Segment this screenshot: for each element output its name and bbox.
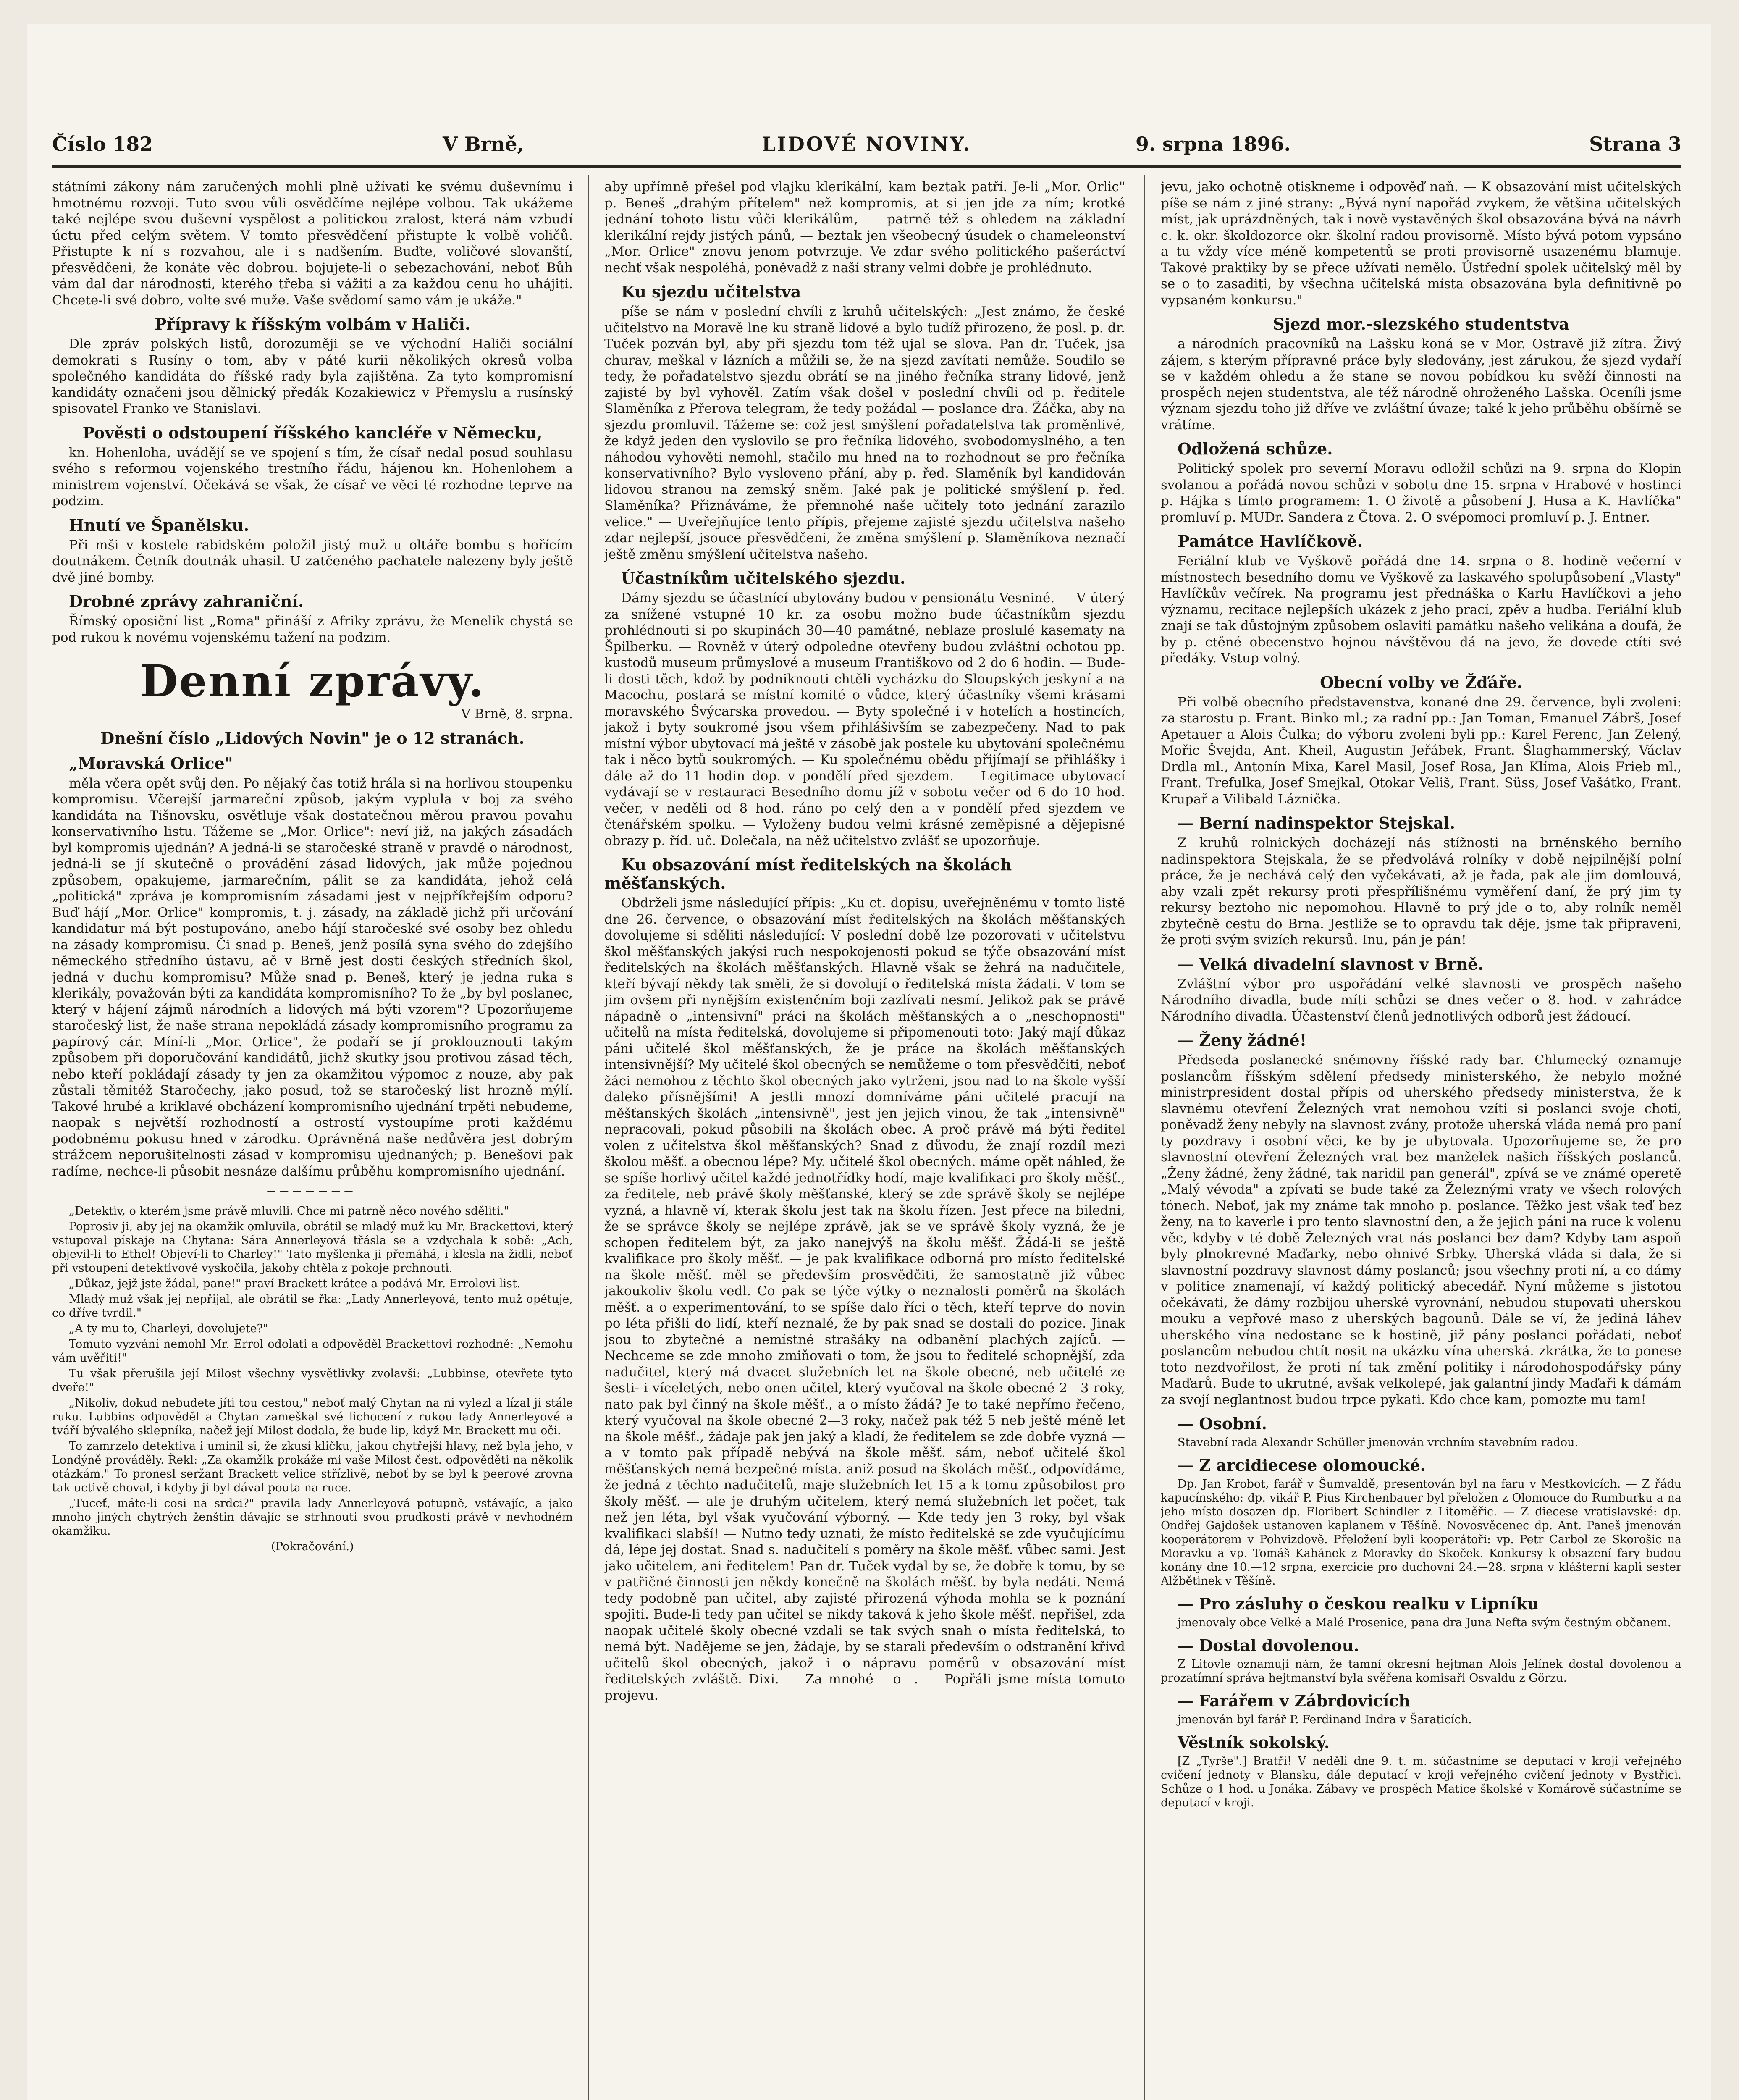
article-heading: — Farářem v Zábrdovicích — [1178, 1691, 1411, 1710]
column-2 — [604, 179, 1125, 2100]
article-text: Zvláštní výbor pro uspořádání velké slavnosti ve prospěch našeho Národního divadla, bude míti schůzi se dnes večer o 8. hod. v zahrádce Národního divadla. Účastenství členů jednotlivých odborů jest žádoucí. — [1161, 976, 1681, 1024]
page-number: Strana 3 — [1589, 133, 1681, 155]
article-heading: Pověsti o odstoupení říšského kancléře v Německu, — [82, 423, 543, 442]
issue-date: 9. srpna 1896. — [1136, 133, 1291, 155]
feuilleton-text: „Nikoliv, dokud nebudete jíti tou cestou," neboť malý Chytan na ni vylezl a lízal ji stále ruku. Lubbins odpověděl a Chytan zameškal své lichocení z rukou lady Annerleyové a tváří bývalého sklepníka, načež její Milost dodala, že bude lip, když Mr. Brackett mu oči. — [52, 1396, 573, 1437]
article-text: Při mši v kostele rabidském položil jistý muž u oltáře bombu s hořícím doutnákem. Četník doutnák uhasil. U zatčeného pachatele nalezeny byly ještě dvě jiné bomby. — [52, 537, 573, 585]
article-text: Obdrželi jsme následující přípis: „Ku ct. dopisu, uveřejněnému v tomto listě dne 26. července, o obsazování míst ředitelských na školách měšťanských dovolujeme si sděliti následující: V poslední době lze pozorovati v učitelstvu škol měšťanských jakýsi ruch nespokojenosti pokud se týče obsazování míst ředitelských na školách měšťanských. Hlavně však se žehrá na nadučitele, kteří bývají někdy tak směli, že si dovolují o ředitelská místa žádati. V tom se jim ovšem při nynějším existenčním boji zazlívati nesmí. Jelikož pak se právě nápadně o „intensivní" práci na školách měšťanských a o „neschopnosti" učitelů na místa ředitelská, dovolujeme si připomenouti toto: Jaký mají důkaz páni učitelé škol měšťanských, že je práce na školách měšťanských intensivnější? My učitelé škol obecných se nemůžeme o tom přesvědčiti, neboť žáci nemohou z těchto škol obecných jako vytrženi, jsou nad to na škole vyšší daleko přísnějšími! A jestli mnozí domníváme páni učitelé pracují na měšťanských školách „intensivně", jest jen jejich vinou, že tak „intensivně" nepracovali, pokud působili na školách obec. A proč právě má býti ředitel volen z učitelstva škol měšťanských? Snad z důvodu, že znají rozdíl mezi školou měšť. a obecnou lépe? My. učitelé škol obecných. máme opět náhled, že se spíše horlivý učitel každé jednotřídky hodí, maje kvalifikaci pro školy měšť., za ředitele, neb právě školy měšťanské, který se zde správě školy se nejlépe vyzná, a hlavně ví, kterak školu jest tak na školu řízen. Jest přece na biledni, že se správce školy se nejlépe zprávě, jak se ve správě školy vyzná, že je schopen ředitelem být, za jako nanejvýš na školu měšť. Žádá-li se ještě kvalifikace pro školy měšť. — je pak kvalifikace odborná pro místo ředitelské na škole měšť. měl se především prosvědčiti, že samostatně již vůbec jakoukoliv školu vedl. Co pak se týče výtky o neznalosti poměrů na školách měšť. a o experimentování, to se spíše dalo říci o těch, kteří teprve do novin po léta přišli do lidí, kteří neznalé, že by pak snad se dostali do pozice. Jinak jsou to zbytečné a nemístné strašáky na odbanění plachých zajíců. — Nechceme se zde mnoho zmiňovati o tom, že jsou to ředitelé schopnější, zda nadučitel, který má dvacet služebních let na škole obecné, neb učitelé ze šesti- i víceletých, nebo onen učitel, který vyučoval na škole obecné 2—3 roky, nato pak byl činný na škole měšť., a o místo žádá? Je to také nepřímo řečeno, který vyučoval na škole obecné 2—3 roky, načež pak též 5 neb ještě méně let na škole měšť., žádaje pak jen jaký a kladí, že ředitelem se zde dobře vyzná — a v tomto pak případě nebývá na škole měšť. sám, neboť učitelé škol měšťanských nemá bezpečné místa. aniž posud na školách měšť., odpovídáme, že jedná z těchto nadučitelů, maje služebních let 15 a k tomu způsobilost pro školy měšť. — ale je druhým učitelem, který nemá služebních let počet, tak než jen léta, byl však vyučování výborný. — Kde tedy jen 3 roky, byl však kvalifikaci slabší! — Nutno tedy uznati, že místo ředitelské se zde vyučujícímu dá, lépe jej dostat. Snad s. nadučitelí s poměry na škole měšť. vůbec sami. Jest jako učitelem, ani ředitelem! Pan dr. Tuček vydal by se, že dobře k tomu, by se v patřičné činnosti jen někdy konečně na školách měšť. by byla nedáti. Nemá tedy podobně pan učitel, aby zajisté přirozená výhoda mohla se k poznání spojiti. Bude-li tedy pan učitel se nikdy taková k jeho škole měšť. nepřišel, zda naopak učitelé školy obecné vzdali se tak svých snah o místa ředitelská, to nemá být. Nadějeme se jen, žádaje, by se starali především o odstranění křivd učitelů škol obecných, jakož i o nápravu poměrů v obsazování míst ředitelských zvláště. Dixi. — Za mnohé —o—. — Popřáli jsme místa tomuto projevu. — [604, 895, 1125, 1703]
short-news — [1161, 1415, 1681, 1810]
article-text: Politický spolek pro severní Moravu odložil schůzi na 9. srpna do Klopin svolanou a pořádá novou schůzi v sobotu dne 15. srpna v Hrabové v hostinci p. Hájka s tímto programem: 1. O životě a působení J. Husa a K. Havlíčka" promluví p. MUDr. Sandera z Čtova. 2. O svépomoci promluví p. J. Entner. — [1161, 461, 1681, 525]
issue-place: V Brně, — [443, 133, 524, 155]
column-divider — [1144, 175, 1145, 2100]
article-text: Při volbě obecního představenstva, konané dne 29. července, byli zvoleni: za starostu p. Frant. Binko ml.; za radní pp.: Jan Toman, Emanuel Zábrš, Josef Apetauer a Alois Čulka; do výboru zvoleni byli pp.: Karel Ferenc, Jan Zelený, Mořic Švejda, Ant. Kheil, Augustin Jeřábek, Frant. Šlaghammerský, Václav Drdla ml., Antonín Mixa, Karel Masil, Josef Rosa, Jan Klíma, Alois Frieb ml., Frant. Trefulka, Josef Smejkal, Otokar Veliš, Frant. Süss, Josef Vašátko, Frant. Krupař a Vilibald Láznička. — [1161, 694, 1681, 807]
feuilleton-text: Mladý muž však jej nepřijal, ale obrátil se řka: „Lady Annerleyová, tento muž opětuje, co dříve tvrdil." — [52, 1292, 573, 1320]
article-heading: Věstník sokolský. — [1178, 1733, 1330, 1752]
feuilleton-text: „Tuceť, máte-li cosi na srdci?" pravila lady Annerleyová potupně, vstávajíc, a jako mnoho jiných chytrých ženštin dávajíc se strhnouti svou prudkostí právě v nevhodném okamžiku. — [52, 1496, 573, 1538]
issue-number: Číslo 182 — [52, 133, 153, 155]
article-text: Dle zpráv polských listů, dorozuměji se ve východní Haliči sociální demokrati s Rusíny o tom, aby v páté kurii několikých okresů volba společného kandidáta do říšské rady byla zajištěna. Za tyto kompromisní kandidáty označeni jsou dělnický předák Kozakiewicz v Přemyslu a rusínský spisovatel Franko ve Stanislavi. — [52, 336, 573, 416]
article-heading: Účastníkům učitelského sjezdu. — [621, 569, 906, 588]
article-text: Z kruhů rolnických docházejí nás stížnosti na brněnského berního nadinspektora Stejskala, že se předvolává rolníky v době nejpilnější polní práce, že je nechává celý den vyčekávati, až je řada, pak ale jim domlouvá, aby vzali zpět rekursy proti přespřílišnému vyměření daní, že prý jim ty rekursy beztoho nic nepomohou. Hlavně to prý jde o to, aby rolník neměl zbytečně cestu do Brna. Jestliže se to opravdu tak děje, jsme tak připraveni, že proti svým svizích rekursů. Inu, pán je pán! — [1161, 835, 1681, 948]
article-heading: Odložená schůze. — [1178, 439, 1333, 458]
article-text: jmenován byl farář P. Ferdinand Indra v Šaraticích. — [1178, 1713, 1472, 1726]
feuilleton-text: „Detektiv, o kterém jsme právě mluvili. Chce mi patrně něco nového sděliti." — [69, 1204, 509, 1218]
article-text: státními zákony nám zaručených mohli plně užívati ke svému duševnímu i hmotnému rozvoji. Tuto svou vůli osvědčíme nejlépe volbou. Tak ukážeme také nejlépe svou duševní vyspělost a politickou zralost, která nám vzbudí úctu před celým světem. V tomto přesvědčení přistupte k volbě voličů. Přistupte k ní s rozvahou, ale i s nadšením. Buďte, voličové slovanští, přesvědčeni, že konáte věc dobrou. bojujete-li o sebezachování, neboť Bůh vám dal dar národnosti, kterého třeba si vážiti a za každou cenu ho uhájiti. Chcete-li své dobro, volte své muže. Vaše svědomí samo vám je ukáže." — [52, 179, 573, 308]
article-heading: — Dostal dovolenou. — [1178, 1636, 1359, 1655]
header-rule — [52, 165, 1681, 168]
newspaper-page — [27, 24, 1711, 2100]
page-header — [52, 133, 1681, 166]
article-text: Z Litovle oznamují nám, že tamní okresní hejtman Alois Jelínek dostal dovolenou a prozatímní správa hejtmanství byla svěřena komisaři Osvaldu z Görzu. — [1161, 1658, 1681, 1685]
article-text: Feriální klub ve Vyškově pořádá dne 14. srpna o 8. hodině večerní v místnostech besedního domu ve Vyškově za laskavého spolupůsobení „Vlasty" Havlíčkův večírek. Na programu jest přednáška o Karlu Havlíčkovi a jeho významu, recitace nejlepších ukázek z jeho prací, zpěv a hudba. Feriální klub znají se tak důstojným způsobem oslaviti památku našeho velikána a doufá, že by p. ctěné obecenstvo hojnou návštěvou dá na jevo, že dovede ctíti své předáky. Vstup volný. — [1161, 554, 1681, 666]
article-heading: — Velká divadelní slavnost v Brně. — [1178, 954, 1484, 974]
article-text: Římský oposiční list „Roma" přináší z Afriky zprávu, že Menelik chystá se pod rukou k novému vojenskému tažení na podzim. — [52, 614, 573, 645]
column-divider — [588, 175, 589, 2100]
feuilleton-text: Poprosiv ji, aby jej na okamžik omluvila, obrátil se mladý muž ku Mr. Brackettovi, který vstupoval pískaje na Chytana: Sára Annerleyová třásla se a vzdychala k sobě: „Ach, objevil-li to Ethel! Objeví-li to Charley!" Tato myšlenka ji přemáhá, i klesla na židli, neboť při vstoupení detektivově vyskočila, jakoby chtěla z pokoje prchnouti. — [52, 1220, 573, 1275]
article-text: [Z „Tyrše".] Bratři! V neděli dne 9. t. m. súčastníme se deputací v kroji veřejného cvičení jednoty v Blansku, dále deputací v kroji veřejného cvičení jednoty v Bystřici. Schůze o 1 hod. u Jonáka. Zábavy ve prospěch Matice školské v Komárově súčastníme se deputací v kroji. — [1161, 1755, 1681, 1809]
feuilleton-text: To zamrzelo detektiva i umínil si, že zkusí kličku, jakou chytřejší hlavy, než byla jeho, v Londýně prováděly. Řekl: „Za okamžik prokáže mi vaše Milost čest. odpověděti na několik otázkám." To pronesl seržant Brackett velice střízlivě, neboť by se byl k peerové zrovna tak uctivě choval, i kdyby ji byl dával pouta na ruce. — [52, 1439, 573, 1494]
feuilleton-text: „A ty mu to, Charleyi, dovolujete?" — [69, 1322, 268, 1335]
feuilleton — [52, 1204, 573, 1554]
article-text: Stavební rada Alexandr Schüller jmenován vrchním stavebním radou. — [1178, 1436, 1579, 1449]
article-text: Dámy sjezdu se účastnící ubytovány budou v pensionátu Vesniné. — V úterý za snížené vstupné 10 kr. za osobu možno bude účastníkům sjezdu prohlédnouti si po skupinách 30—40 památné, neblaze proslulé kasematy na Špilberku. — Rovněž v úterý odpoledne otevřeny budou zvláštní ochotou pp. kustodů museum průmyslové a museum Františkovo od 2 do 6 hodin. — Bude-li dosti těch, kdož by podniknouti chtěli vycházku do Sloupských jeskyní a na Macochu, postará se místní komité o vůdce, který účastníky všemi krásami moravského Švýcarska provedou. — Byty společné i v hotelích a hostincích, jakož i byty soukromé jsou všem přihlášivším se zabezpečeny. Nad to pak místní výbor ubytovací má ještě v zásobě jak postele ku ubytování společnému tak i něco bytů soukromých. — Ku společnému obědu přijímají se přihlášky i dále až do 11 hodin dop. v pondělí před sjezdem. — Legitimace ubytovací vydávají se v restauraci Besedního domu jíž v sobotu večer od 6 do 10 hod. večer, v neděli od 8 hod. ráno po celý den a v pondělí před sjezdem ve čtenářském spolku. — Vyloženy budou velmi krásné zeměpisné a dějepisné obrazy p. říd. uč. Dolečala, na něž učitelstvo zvlášť se upozorňuje. — [604, 591, 1125, 848]
article-text: píše se nám v poslední chvíli z kruhů učitelských: „Jest známo, že české učitelstvo na Moravě lne ku straně lidové a bylo tudíž přirozeno, že posl. p. dr. Tuček pozván byl, aby při sjezdu tom též ujal se slova. Pan dr. Tuček, jsa churav, meškal v lázních a můžili se, že na sjezd zavítati nemůže. Soudilo se tedy, že pořadatelstvo sjezdu obrátí se na jiného řečníka strany lidové, jenž zajisté by byl vyhověl. Zatím však došel v poslední chvíli od p. ředitele Slaměníka z Přerova telegram, že tedy požádal — poslance dra. Žáčka, aby na sjezdu promluvil. Tážeme se: což jest smýšlení pořadatelstva tak proměnlivé, že když jeden den vyslovilo se pro řečníka lidového, svobodomyslného, a ten náhodou vyhověti nemohl, stačilo mu hned na to rozhodnout se pro řečníka konservativního? Bylo vysloveno přání, aby p. řed. Slaměník byl kandidován lidovou stranou na zemský sněm. Jaké pak je politické smýšlení p. řed. Slaměníka? Přiznáváme, že přemnohé naše učitely toto jednání zarazilo velice." — Uveřejňujíce tento přípis, přejeme zajisté sjezdu učitelstva našeho zdar nejlepší, jsouce přesvědčeni, že změna smýšlení p. Slaměníkova neznačí ještě změnu smýšlení učitelstva našeho. — [604, 304, 1125, 562]
feuilleton-text: Tomuto vyzvání nemohl Mr. Errol odolati a odpověděl Brackettovi rozhodně: „Nemohu vám uvěřiti!" — [52, 1337, 573, 1365]
article-heading: Dnešní číslo „Lidových Novin" je o 12 stranách. — [100, 728, 525, 748]
article-heading: Hnutí ve Španělsku. — [69, 515, 249, 535]
article-text: jevu, jako ochotně otiskneme i odpověď naň. — K obsazování míst učitelských píše se nám z jiné strany: „Bývá nyní napořád zvykem, že většina učitelských míst, jak uprázdněných, tak i nově vystavěných škol obsazována bývá na návrh c. k. okr. školdozorce okr. školní radou provisorně. Místo bývá potom vypsáno a tu vždy více méně kompetentů se proti provisorně usazenému blamuje. Takové praktiky by se přece užívati nemělo. Ústřední spolek učitelský měl by se o to zasaditi, by všechna učitelská místa obsazována byla definitivně po vypsaném konkursu." — [1161, 179, 1681, 308]
article-heading: — Osobní. — [1178, 1414, 1267, 1433]
feuilleton-text: „Důkaz, jejž jste žádal, pane!" praví Brackett krátce a podává Mr. Errolovi list. — [69, 1277, 521, 1290]
article-heading: Sjezd mor.-slezského studentstva — [1273, 315, 1569, 333]
article-text: Předseda poslanecké sněmovny říšské rady bar. Chlumecký oznamuje poslancům říšským sdělení předsedy ministerského, že nebylo možné ministrpresident dostal přípis od uherského předsedy ministerstva, že k slavnému otevření Železných vrat nemohou vzíti si poslanci svoje choti, poněvadž ženy nebyly na slavnost zvány, protože uherská vláda nemá pro paní ty pozdravy i osobní věci, ke by je ubytovala. Upozorňujeme se, že pro slavnostní otevření Železných vrat bez manželek našich říšských poslanců. „Ženy žádné, ženy žádné, tak naridil pan generál", zpívá se ve známé operetě „Malý vévoda" a zpívati se bude také za Železnými vraty ve všech rolových tónech. Neboť, jak my známe tak mnoho p. poslance. Těžko jest však teď bez ženy, na to kaverle i pro tento slavnostní den, a že jejich páni na ruce k volenu věc, kdyby v té době Železných vrat nás poslanci bez dam? Kdyby tam aspoň byly plnokrevné Maďarky, nebo ohnivé Srbky. Uherská vláda si dala, že si slavnostní pozdravy slavnost dámy poslanců; jsou všechny proti ní, a co dámy v politice znamenají, ví každý politický abecedář. Nyní můžeme s jistotou očekávati, že dámy rozbijou uherské vyrovnání, nebudou stupovati uherskou mouku a vepřové maso z uherských bagounů. Dále se ví, že jediná láhev uherského vína nedostane se k hostině, již pány poslanci pořádati, neboť poslancům nebudou chtít nosit na ukázku vína uherská. zkrátka, že to ponese toto nezdvořilost, že proti ní tak změní politiky i národohospodářsky pány Maďarů. Bude to ukrutné, avšak velkolepé, jak galantní jindy Maďaři k dámám za svojí neglantnost budou trpce pykati. Kdo chce kam, pomozte mu tam! — [1161, 1053, 1681, 1407]
article-heading: Památce Havlíčkově. — [1178, 532, 1363, 551]
article-heading: — Berní nadinspektor Stejskal. — [1178, 814, 1456, 832]
masthead-title: LIDOVÉ NOVINY. — [762, 133, 972, 155]
article-heading: — Z arcidiecese olomoucké. — [1178, 1456, 1426, 1475]
article-text: měla včera opět svůj den. Po nějaký čas totiž hrála si na horlivou stoupenku kompromisu. Včerejší jarmareční způsob, jakým vyplula v boj za svého kandidáta na Tišnovsku, osvětluje však dostatečnou měrou pravou povahu konservativního listu. Tážeme se „Mor. Orlice": neví již, na jakých zásadách byl kompromis ujednán? A jedná-li se staročeské straně v pravdě o národnost, jedná-li se jí skutečně o provádění zásad lidových, jak může pojednou způsobem, opakujeme, jarmarečním, pálit se za kandidáta, jehož celá „politická" zpráva je kompromisním zásadami jest v nejpříkřejším odporu? Buď hájí „Mor. Orlice" kompromis, t. j. zásady, na základě jichž při určování kandidatur má být postupováno, anebo hájí staročeské své osoby bez ohledu na zásady kompromisu. Či snad p. Beneš, jenž posílá syna svého do zdejšího německého středního ústavu, ač v Brně jest dosti českých středních škol, jedná v duchu kompromisu? Může snad p. Beneš, který je jedna ruka s klerikály, považován býti za kandidáta kompromisního? To že „by byl poslanec, který v hájení zájmů národních a lidových má býti vzorem"? Upozorňujeme staročeský list, že naše strana nepokládá zásady kompromisního programu za papírový cár. Míní-li „Mor. Orlice", že podaří se jí proklouznouti takým způsobem při doporučování kandidátů, jichž skutky jsou protivou zásad těch, nebo kteří pokládají zásady ty jen za okamžitou výpomoc z nouze, aby pak zůstali těmitéž Staročechy, jako posud, tož se staročeský list hrozně mýlí. Takové hrubé a kriklavé obcházení kompromisního ujednání trpěti nebudeme, naopak s největší rozhodností a ostrostí vystoupíme proti každému podobnému pokusu hned v zárodku. Oprávněná naše nedůvěra jest dobrým strážcem neporušitelnosti zásad v kompromisu ujednaných; p. Benešovi pak radíme, nechce-li působit nesnáze dalšímu průběhu kompromisního ujednání. — [52, 775, 573, 1179]
feuilleton-text: Tu však přerušila její Milost všechny vysvětlivky zvolavši: „Lubbinse, otevřete tyto dveře!" — [52, 1367, 573, 1394]
article-heading: Ku sjezdu učitelstva — [621, 282, 801, 301]
section-heading: Denní zprávy. — [140, 655, 485, 707]
column-1 — [52, 179, 573, 2100]
dateline: V Brně, 8. srpna. — [461, 706, 573, 722]
section-separator: ─────── — [267, 1184, 358, 1199]
continuation-note: (Pokračování.) — [271, 1540, 354, 1553]
article-heading: Ku obsazování míst ředitelských na školách měšťanských. — [604, 855, 1012, 892]
article-heading: „Moravská Orlice" — [69, 753, 233, 773]
article-heading: Obecní volby ve Žďáře. — [1320, 672, 1522, 692]
article-text: a národních pracovníků na Lašsku koná se v Mor. Ostravě již zítra. Živý zájem, s kterým přípravné práce byly sledovány, jest zárukou, že sjezd vydaří se v každém ohledu a že stane se novou pobídkou ku svěží činnosti na prospěch nejen studentstva, ale též národně ohroženého Lašska. Oceníli jsme význam sjezdu toho již dříve ve zvláštní úvaze; také k jeho průběhu obšírně se vrátíme. — [1161, 336, 1681, 433]
article-heading: — Pro zásluhy o českou realku v Lipníku — [1178, 1594, 1539, 1613]
article-text: aby upřímně přešel pod vlajku klerikální, kam beztak patří. Je-li „Mor. Orlic" p. Beneš „drahým přítelem" než kompromis, at si jen jde za ním; krotké jednání tohoto listu vůči klerikálům, — patrně též s ohledem na základní klerikální rejdy jistých pánů, — beztak jen všeobecný úsudek o chameleonství „Mor. Orlice" znovu jenom potvrzuje. Ve zdar svého politického pašeráctví nechť však nespoléhá, poněvadž z naší strany velmi dobře je prohlédnuto. — [604, 179, 1125, 276]
article-text: jmenovaly obce Velké a Malé Prosenice, pana dra Juna Nefta svým čestným občanem. — [1178, 1616, 1671, 1629]
article-heading: Přípravy k říšským volbám v Haliči. — [154, 315, 471, 333]
article-text: kn. Hohenloha, uvádějí se ve spojení s tím, že císař nedal posud souhlasu svého s reformou vojenského trestního řádu, hájenou kn. Hohenlohem a ministrem vojenství. Očekává se však, že císař ve věci té rozhodne teprve na podzim. — [52, 445, 573, 509]
column-3 — [1161, 179, 1681, 2100]
article-heading: — Ženy žádné! — [1178, 1031, 1307, 1050]
article-text: Dp. Jan Krobot, farář v Šumvaldě, presentován byl na faru v Mestkovicích. — Z řádu kapucínského: dp. vikář P. Pius Kirchenbauer byl přeložen z Olomouce do Rumburku a na jeho místo dosazen dp. Floribert Schindler z Litoměřic. — Z diecese vratislavské: dp. Ondřej Gajdošek ustanoven kaplanem v Těšíně. Novosvěcenec dp. Ant. Paneš jmenován kooperátorem v Pohvizdově. Přeložení byli kooperátoři: vp. Petr Carbol ze Skorošic na Moravku a vp. Tomáš Kahánek z Moravky do Skoček. Konkursy k obsazení fary budou konány dne 10.—12 srpna, exercicie pro duchovní 24.—28. srpna v klášterní kapli sester Alžbětinek v Těšíně. — [1161, 1478, 1681, 1588]
article-heading: Drobné zprávy zahraniční. — [69, 592, 304, 611]
